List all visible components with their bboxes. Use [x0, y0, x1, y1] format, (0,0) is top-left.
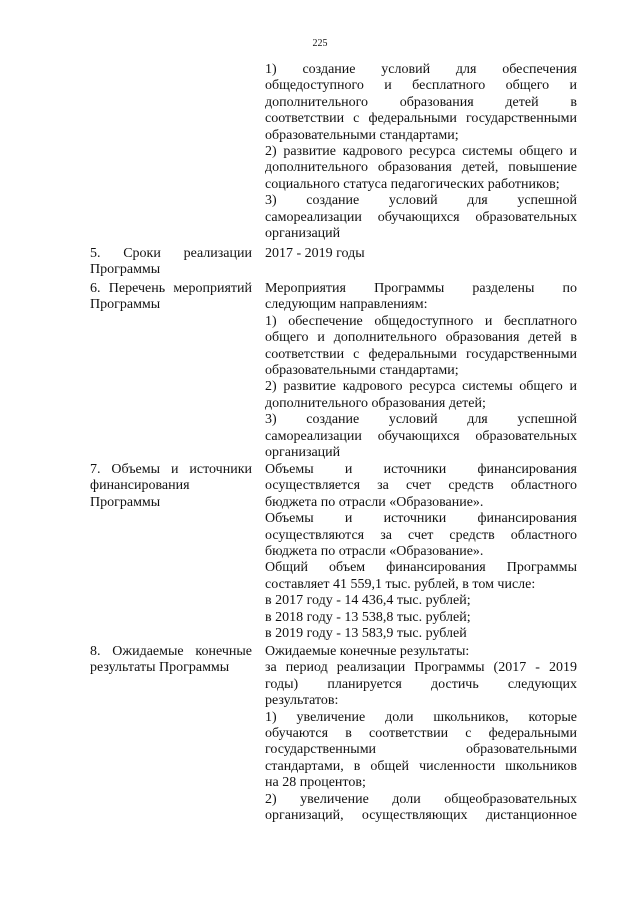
section-description: [265, 462, 577, 642]
description-line: Объемы и источники финансирования: [265, 462, 577, 477]
description-paragraph: [265, 610, 577, 626]
section-term-line: Программы: [90, 262, 161, 278]
description-line: бюджета по отрасли «Образование».: [265, 544, 484, 560]
description-line: 2) развитие кадрового ресурса системы общего и: [265, 144, 577, 160]
section-term-line: Программы: [90, 297, 161, 313]
description-line: 1) создание условий для обеспечения: [265, 62, 577, 77]
description-line: Ожидаемые конечные результаты:: [265, 644, 470, 659]
description-line: организаций, осуществляющих дистанционное: [265, 808, 577, 824]
description-line: в 2018 году - 13 538,8 тыс. рублей;: [265, 609, 471, 625]
description-line: осуществляются за счет средств областного: [265, 527, 577, 543]
description-line: социального статуса педагогических работников;: [265, 176, 560, 192]
description-line: в 2019 году - 13 583,9 тыс. рублей: [265, 626, 467, 642]
section-term-line: 7. Объемы и источники: [90, 462, 252, 477]
description-line: обучаются в соответствии с федеральными: [265, 726, 577, 742]
description-paragraph: [265, 660, 577, 709]
description-paragraph: [265, 62, 577, 144]
description-paragraph: [265, 144, 577, 193]
description-line: 2017 - 2019 годы: [265, 246, 365, 261]
description-line: 2) увеличение доли общеобразовательных: [265, 791, 577, 807]
section-description: [265, 281, 577, 461]
section-description: [265, 62, 577, 242]
description-line: образовательными стандартами;: [265, 363, 459, 379]
description-line: осуществляется за счет средств областного: [265, 478, 577, 494]
description-line: результатов:: [265, 693, 339, 709]
section-term-line: Программы: [90, 494, 161, 510]
description-paragraph: [265, 560, 577, 593]
description-paragraph: [265, 462, 577, 511]
description-line: соответствии с федеральными государственными: [265, 346, 577, 362]
description-paragraph: [265, 710, 577, 792]
description-line: стандартами, в общей численности школьников: [265, 758, 577, 774]
description-line: государственными образовательными: [265, 742, 577, 758]
section-term-line: результаты Программы: [90, 660, 230, 676]
description-line: Объемы и источники финансирования: [265, 511, 577, 527]
section-description: [265, 644, 577, 824]
description-paragraph: [265, 593, 577, 609]
description-line: организаций: [265, 226, 341, 242]
description-line: образовательными стандартами;: [265, 127, 459, 143]
description-paragraph: [265, 193, 577, 242]
description-line: организаций: [265, 445, 341, 461]
description-line: дополнительного образования детей;: [265, 395, 486, 411]
description-line: 1) увеличение доли школьников, которые: [265, 709, 577, 725]
section-term: [90, 462, 252, 511]
section-term-line: финансирования: [90, 478, 190, 494]
description-line: бюджета по отрасли «Образование».: [265, 494, 484, 510]
section-term-line: 5. Сроки реализации: [90, 246, 252, 261]
description-line: дополнительного образования детей в: [265, 94, 577, 110]
section-description: [265, 246, 577, 262]
description-paragraph: [265, 379, 577, 412]
description-line: самореализации обучающихся образовательных: [265, 209, 577, 225]
description-line: дополнительного образования детей, повышение: [265, 160, 577, 176]
description-paragraph: [265, 246, 577, 262]
section-term: [90, 246, 252, 279]
description-paragraph: [265, 792, 577, 825]
description-line: годы) планируется достичь следующих: [265, 676, 577, 692]
description-line: 3) создание условий для успешной: [265, 412, 577, 428]
page-number: 225: [312, 38, 328, 49]
description-line: составляет 41 559,1 тыс. рублей, в том числе:: [265, 576, 536, 592]
description-line: общего и дополнительного образования детей в: [265, 330, 577, 346]
section-term: [90, 644, 252, 677]
section-term: [90, 281, 252, 314]
section-term-line: 6. Перечень мероприятий: [90, 281, 252, 296]
description-line: следующим направлениям:: [265, 297, 428, 313]
description-paragraph: [265, 644, 577, 660]
description-line: в 2017 году - 14 436,4 тыс. рублей;: [265, 593, 471, 609]
description-line: 1) обеспечение общедоступного и бесплатного: [265, 313, 577, 329]
section-term-line: 8. Ожидаемые конечные: [90, 644, 252, 659]
description-line: на 28 процентов;: [265, 775, 366, 791]
description-line: Мероприятия Программы разделены по: [265, 281, 577, 296]
description-paragraph: [265, 412, 577, 461]
description-paragraph: [265, 281, 577, 314]
description-paragraph: [265, 314, 577, 380]
description-line: Общий объем финансирования Программы: [265, 560, 577, 576]
description-paragraph: [265, 511, 577, 560]
description-line: 2) развитие кадрового ресурса системы общего и: [265, 379, 577, 395]
description-line: за период реализации Программы (2017 - 2019: [265, 660, 577, 676]
description-paragraph: [265, 626, 577, 642]
description-line: самореализации обучающихся образовательных: [265, 428, 577, 444]
description-line: соответствии с федеральными государственными: [265, 111, 577, 127]
description-line: 3) создание условий для успешной: [265, 193, 577, 209]
description-line: общедоступного и бесплатного общего и: [265, 78, 577, 94]
